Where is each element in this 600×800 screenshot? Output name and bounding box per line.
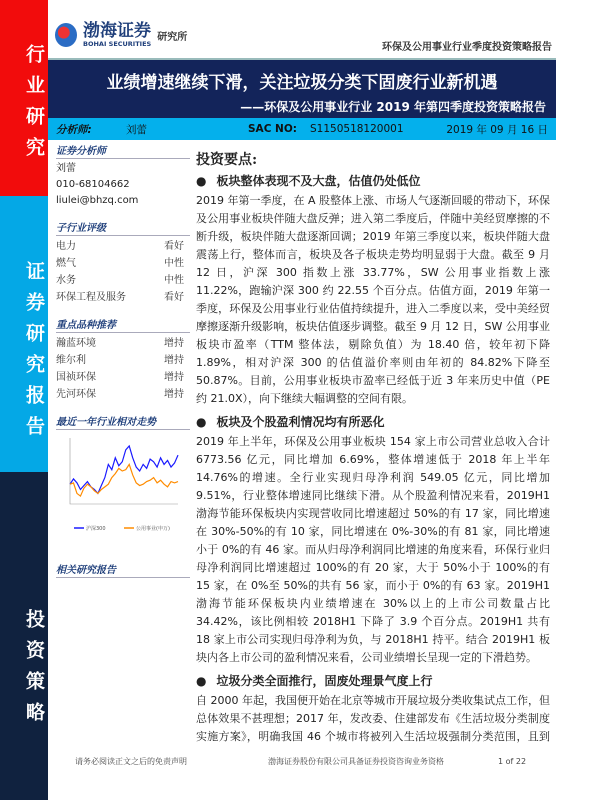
item-rating: 中性 (164, 258, 184, 269)
related-section-heading: 相关研究报告 (56, 561, 190, 578)
analyst-section-heading: 证券分析师 (56, 142, 190, 159)
report-type: 环保及公用事业行业季度投资策略报告 (382, 42, 552, 53)
institute-name: 研究所 (157, 31, 188, 43)
item-rating: 中性 (164, 275, 184, 286)
analyst-name: 刘蕾 (56, 163, 76, 174)
footer-disclaimer: 请务必阅读正文之后的免责声明 (75, 757, 187, 766)
item-rating: 增持 (164, 355, 184, 366)
legend-label: 公用事业(申万) (136, 526, 170, 532)
rating-section-heading: 子行业评级 (56, 219, 190, 236)
item-name: 先河环保 (56, 389, 96, 400)
analyst-name: 刘蕾 (126, 123, 147, 136)
relative-trend-chart (56, 432, 182, 544)
item-name: 维尔利 (56, 355, 86, 366)
sac-label: SAC NO: (248, 123, 297, 135)
rating-row (56, 369, 190, 386)
report-date: 2019 年 09 月 16 日 (446, 123, 548, 136)
report-subtitle: ——环保及公用事业行业 2019 年第四季度投资策略报告 (240, 100, 546, 114)
rating-row (56, 289, 190, 306)
item-name: 瀚蓝环境 (56, 338, 96, 349)
item-rating: 增持 (164, 372, 184, 383)
rating-row (56, 238, 190, 255)
item-rating: 看好 (164, 241, 184, 252)
section-heading: ● 板块及个股盈利情况均有所恶化 (196, 413, 550, 431)
section-paragraph: 自 2000 年起，我国便开始在北京等城市开展垃圾分类收集试点工作，但总体效果不甚理想；2017 年，发改委、住建部发布《生活垃圾分类制度实施方案》，明确我国 46 个城市将被列入生活垃圾强制分类范围，且到 (196, 694, 550, 743)
rating-row (56, 352, 190, 369)
logo-icon (55, 23, 77, 47)
series-line-1 (70, 464, 178, 496)
item-name: 水务 (56, 275, 76, 286)
sidebar-doc-type: 证券研究报告 (0, 196, 48, 472)
footer-qualification: 渤海证券股份有限公司具备证券投资咨询业务资格 (268, 757, 444, 766)
item-rating: 增持 (164, 389, 184, 400)
chart-axis (70, 438, 178, 504)
sidebar-category: 行业研究 (0, 0, 48, 196)
analyst-email[interactable]: liulei@bhzq.com (56, 195, 139, 206)
sidebar-report-kind: 投资策略 (0, 472, 48, 800)
logo-en: BOHAI SECURITIES (83, 40, 152, 48)
section-paragraph: 2019 年上半年，环保及公用事业板块 154 家上市公司营业总收入合计 6773.56 亿元，同比增加 6.69%，整体增速低于 2018 年上半年 14.76%的增速。全行业实现归母净利润 549.05 亿元，同比增加 9.51%，行业整体增速同比继续下滑。从个股盈利情况来看，2019H1 渤海节能环保板块内实现营收同比增速超过 50%的有 17 家，同比增速在 30%-50%的有 10 家，同比增速在 0%-30%的有 81 家，同比增速小于 0%的有 46 家。而从归母净利润同比增速的角度来看，环保行业归母净利润同比增速超过 100%的有 20 家，大于 50%小于 100%的有 15 家，在 0%至 50%的共有 56 家，而小于 0%的有 63 家。2019H1 渤海节能环保板块内业绩增速在 30%以上的上市公司数量占比 34.42%，该比例相较 2018H1 下降了 3.9 个百分点。2019H1 共有 18 家上市公司实现归母净利为负，与 2018H1 持平。结合 2019H1 板块内各上市公司的盈利情况来看，公司业绩增长呈现一定的下滑趋势。 (196, 435, 550, 664)
picks-section-heading: 重点品种推荐 (56, 316, 190, 333)
item-rating: 看好 (164, 292, 184, 303)
page-number: 1 of 22 (498, 757, 527, 766)
item-name: 燃气 (56, 258, 76, 269)
section-heading: ● 板块整体表现不及大盘，估值仍处低位 (196, 172, 550, 190)
item-name: 电力 (56, 241, 76, 252)
rating-row (56, 335, 190, 352)
legend-label: 沪深300 (86, 526, 106, 532)
company-logo (55, 22, 187, 48)
title-band (48, 58, 556, 118)
key-points-heading: 投资要点: (196, 152, 258, 168)
analyst-label: 分析师: (56, 123, 92, 136)
section-paragraph: 2019 年第一季度，在 A 股整体上涨、市场人气逐渐回暖的带动下，环保及公用事业板块伴随大盘反弹；进入第二季度后，伴随中美经贸摩擦的不断升级，板块伴随大盘逐渐回调；2019 年第三季度以来，板块伴随大盘震荡上行，整体而言，板块及各子板块走势均明显弱于大盘。截至 9 月 12 日，沪深 300 指数上涨 33.77%，SW 公用事业指数上涨 11.22%，跑输沪深 300 约 22.55 个百分点。估值方面，2019 年第一季度，环保及公用事业行业估值持续提升，进入二季度以来，受中美经贸摩擦逐渐升级影响，板块估值逐步调整。截至 9 月 12 日，SW 公用事业板块市盈率（TTM 整体法，剔除负值）为 18.40 倍，较年初下降 1.89%，相对沪深 300 的估值溢价率则由年初的 84.82%下降至 50.87%。目前，公用事业板块市盈率已经低于近 3 年来历史中值（PE 约 21.0X），向下继续大幅调整的空间有限。 (196, 194, 551, 405)
report-title: 业绩增速继续下滑，关注垃圾分类下固废行业新机遇 (106, 73, 498, 93)
rating-row (56, 386, 190, 403)
logo-cn: 渤海证券 (83, 21, 151, 41)
analyst-phone: 010-68104662 (56, 179, 130, 190)
info-bar (48, 118, 556, 140)
item-name: 环保工程及服务 (56, 292, 126, 303)
rating-row (56, 272, 190, 289)
chart-section-heading: 最近一年行业相对走势 (56, 413, 190, 430)
rating-row (56, 255, 190, 272)
sac-number: S1150518120001 (310, 123, 404, 135)
left-column (56, 142, 190, 580)
item-rating: 增持 (164, 338, 184, 349)
item-name: 国祯环保 (56, 372, 96, 383)
section-heading: ● 垃圾分类全面推行，固废处理景气度上行 (196, 672, 550, 690)
main-content (196, 150, 550, 746)
